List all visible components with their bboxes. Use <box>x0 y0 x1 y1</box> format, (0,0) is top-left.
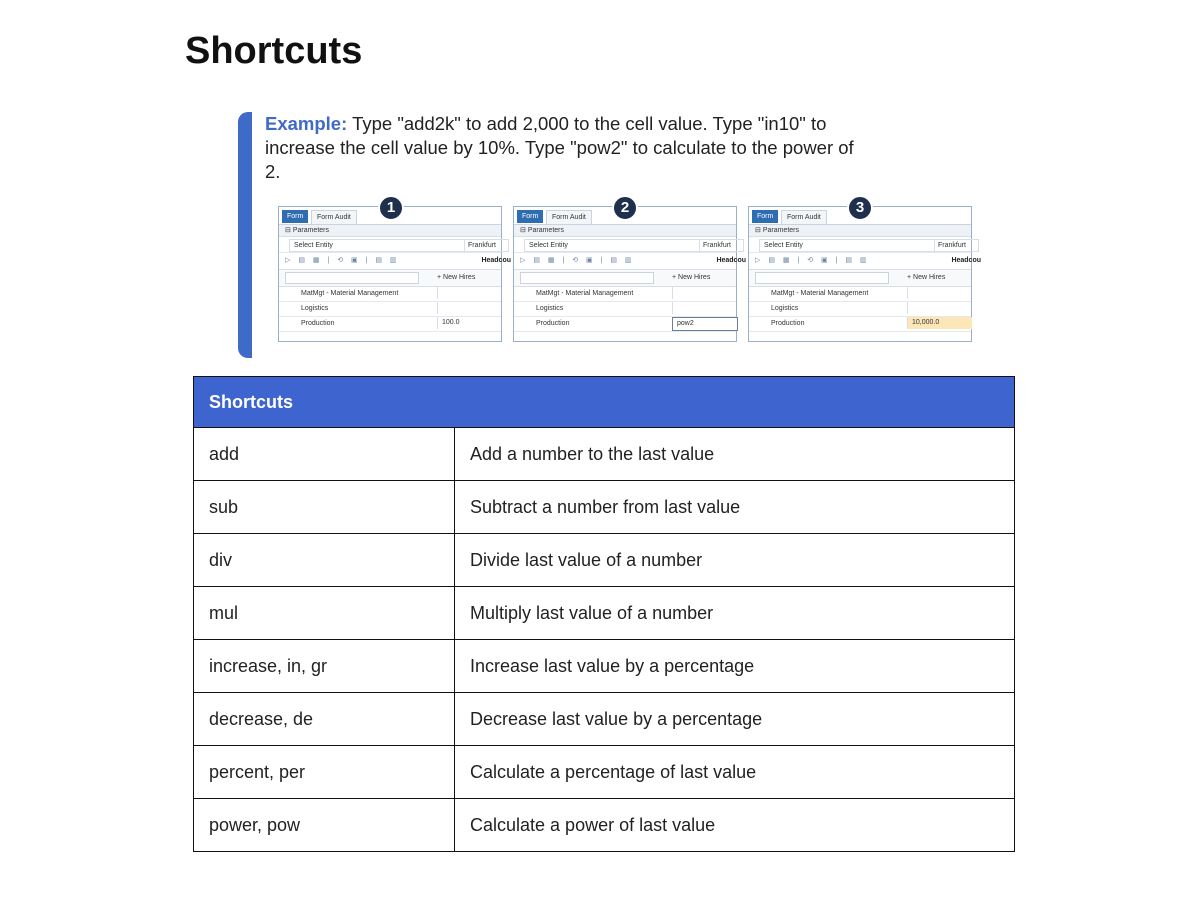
grid-row <box>749 287 971 302</box>
cell-value[interactable] <box>907 302 972 314</box>
example-accent-bar <box>238 112 252 358</box>
example-label: Example: <box>265 113 348 134</box>
shortcut-description: Subtract a number from last value <box>455 481 1015 534</box>
tab-form-audit[interactable]: Form Audit <box>781 210 827 224</box>
entity-value[interactable]: Frankfurt <box>699 239 744 252</box>
new-hires-column[interactable]: + New Hires <box>907 274 946 281</box>
filter-input[interactable] <box>755 272 889 284</box>
cell-value[interactable] <box>907 287 972 299</box>
row-label: MatMgt - Material Management <box>301 290 399 297</box>
shortcut-key: mul <box>194 587 455 640</box>
entity-row <box>279 237 501 253</box>
row-label: Production <box>301 320 335 327</box>
grid-row <box>749 317 971 332</box>
grid-row <box>514 302 736 317</box>
row-label: Production <box>771 320 805 327</box>
cell-value[interactable] <box>672 302 737 314</box>
headcount-header: Headcou <box>951 257 981 264</box>
shortcut-key: percent, per <box>194 746 455 799</box>
cell-value[interactable] <box>672 287 737 299</box>
grid-row <box>749 302 971 317</box>
parameters-header[interactable]: ⊟ Parameters <box>514 225 736 237</box>
cell-value[interactable] <box>437 287 502 299</box>
tab-form-audit[interactable]: Form Audit <box>311 210 357 224</box>
cell-value[interactable] <box>437 302 502 314</box>
tab-form[interactable]: Form <box>282 210 308 223</box>
shortcut-description: Increase last value by a percentage <box>455 640 1015 693</box>
grid-row <box>279 302 501 317</box>
shortcut-description: Decrease last value by a percentage <box>455 693 1015 746</box>
tab-form-audit[interactable]: Form Audit <box>546 210 592 224</box>
cell-value[interactable]: 100.0 <box>437 317 502 329</box>
shortcut-description: Add a number to the last value <box>455 428 1015 481</box>
shortcut-description: Multiply last value of a number <box>455 587 1015 640</box>
headcount-header: Headcou <box>481 257 511 264</box>
table-row <box>194 481 1015 534</box>
row-label: Logistics <box>771 305 799 312</box>
entity-value[interactable]: Frankfurt <box>464 239 509 252</box>
shortcut-key: sub <box>194 481 455 534</box>
grid-row <box>279 317 501 332</box>
new-hires-column[interactable]: + New Hires <box>672 274 711 281</box>
filter-input[interactable] <box>285 272 419 284</box>
entity-value[interactable]: Frankfurt <box>934 239 979 252</box>
new-hires-column[interactable]: + New Hires <box>437 274 476 281</box>
panel-toolbar <box>514 253 746 270</box>
shortcut-key: add <box>194 428 455 481</box>
row-label: MatMgt - Material Management <box>536 290 634 297</box>
step-badge-3: 3 <box>847 195 873 221</box>
example-callout <box>265 112 865 184</box>
example-screenshot-1 <box>278 206 511 342</box>
table-row <box>194 799 1015 852</box>
entity-row <box>749 237 971 253</box>
row-label: Logistics <box>301 305 329 312</box>
cell-value-result[interactable]: 10,000.0 <box>907 317 972 329</box>
page-title: Shortcuts <box>185 30 363 72</box>
step-badge-1: 1 <box>378 195 404 221</box>
table-row <box>194 640 1015 693</box>
panel-toolbar <box>749 253 981 270</box>
table-row <box>194 534 1015 587</box>
toolbar-icons[interactable]: ▷ ▤ ▦ | ⟲ ▣ | ▤ ▥ <box>285 257 400 264</box>
example-screenshot-2 <box>513 206 746 342</box>
toolbar-icons[interactable]: ▷ ▤ ▦ | ⟲ ▣ | ▤ ▥ <box>755 257 870 264</box>
select-entity-field[interactable]: Select Entity <box>524 239 700 252</box>
shortcut-key: div <box>194 534 455 587</box>
table-row <box>194 587 1015 640</box>
grid-row <box>514 287 736 302</box>
parameters-header[interactable]: ⊟ Parameters <box>749 225 971 237</box>
tab-form[interactable]: Form <box>752 210 778 223</box>
select-entity-field[interactable]: Select Entity <box>289 239 465 252</box>
step-badge-2: 2 <box>612 195 638 221</box>
shortcut-key: increase, in, gr <box>194 640 455 693</box>
parameters-header[interactable]: ⊟ Parameters <box>279 225 501 237</box>
select-entity-field[interactable]: Select Entity <box>759 239 935 252</box>
row-label: MatMgt - Material Management <box>771 290 869 297</box>
filter-row <box>514 270 736 287</box>
filter-row <box>749 270 971 287</box>
grid-row <box>279 287 501 302</box>
row-label: Production <box>536 320 570 327</box>
table-row <box>194 428 1015 481</box>
example-text: Type "add2k" to add 2,000 to the cell value. Type "in10" to increase the cell value by 10%. Type "pow2" to calculate to the power of 2. <box>265 113 854 182</box>
shortcut-key: power, pow <box>194 799 455 852</box>
example-screenshot-3 <box>748 206 981 342</box>
tab-form[interactable]: Form <box>517 210 543 223</box>
shortcut-key: decrease, de <box>194 693 455 746</box>
panel-toolbar <box>279 253 511 270</box>
entity-row <box>514 237 736 253</box>
table-header: Shortcuts <box>194 377 1015 428</box>
toolbar-icons[interactable]: ▷ ▤ ▦ | ⟲ ▣ | ▤ ▥ <box>520 257 635 264</box>
headcount-header: Headcou <box>716 257 746 264</box>
cell-value-typed[interactable]: pow2 <box>672 317 738 331</box>
shortcuts-table <box>193 376 1015 852</box>
filter-row <box>279 270 501 287</box>
table-header-row <box>194 377 1015 428</box>
shortcut-description: Divide last value of a number <box>455 534 1015 587</box>
grid-row <box>514 317 736 332</box>
table-row <box>194 746 1015 799</box>
row-label: Logistics <box>536 305 564 312</box>
filter-input[interactable] <box>520 272 654 284</box>
shortcut-description: Calculate a power of last value <box>455 799 1015 852</box>
shortcut-description: Calculate a percentage of last value <box>455 746 1015 799</box>
table-row <box>194 693 1015 746</box>
